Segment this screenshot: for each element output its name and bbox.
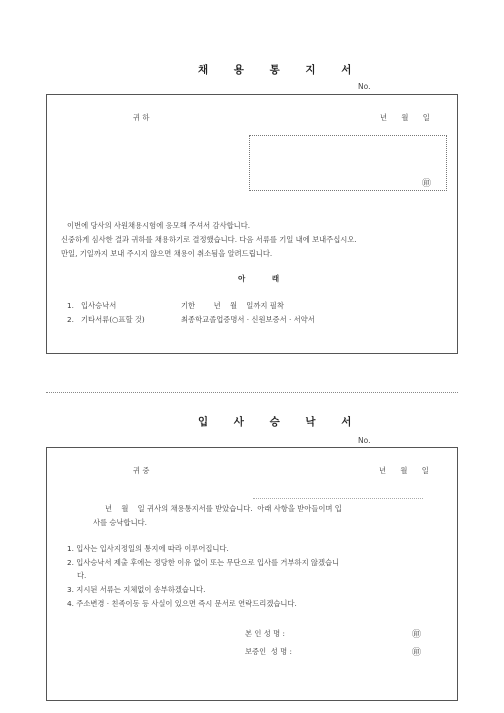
notice-item-1-name: 입사승낙서 <box>81 301 117 310</box>
notice-signature-area <box>249 135 447 191</box>
acceptance-signature-line <box>253 498 423 499</box>
notice-seal: ㊞ <box>422 179 432 189</box>
notice-date: 년 월 일 <box>380 113 430 122</box>
acceptance-item-4: 4. 주소변경 · 친족이동 등 사실이 있으면 즉시 문서로 연락드리겠습니다. <box>67 599 297 608</box>
notice-title: 채 용 통 지 서 <box>198 64 363 76</box>
cut-line <box>46 392 458 393</box>
acceptance-item-1: 1. 입사는 입사지정일의 통지에 따라 이루어집니다. <box>67 544 229 553</box>
signer-self-seal: ㊞ <box>412 630 422 640</box>
acceptance-box <box>46 447 458 701</box>
notice-item-2-num: 2. <box>67 315 74 324</box>
notice-body-line-3: 만일, 기일까지 보내 주시지 않으면 채용이 취소됨을 알려드립니다. <box>61 249 273 258</box>
notice-box <box>46 94 458 354</box>
notice-item-1-detail: 기한 년 월 일까지 필착 <box>181 301 284 310</box>
acceptance-number-label: No. <box>358 436 371 445</box>
signer-self-label: 본 인 성 명 : <box>245 629 285 638</box>
acceptance-recipient: 귀 중 <box>133 466 150 475</box>
notice-heading: 아 래 <box>238 274 292 283</box>
acceptance-body-line-1: 년 월 일 귀사의 채용통지서를 받았습니다. 아래 사항을 받아들이며 입 <box>105 504 342 513</box>
notice-body-line-1: 이번에 당사의 사원채용시험에 응모해 주셔서 감사합니다. <box>67 221 251 230</box>
signer-guarantor-label: 보증인 성 명 : <box>245 647 292 656</box>
notice-item-2-name: 기타서류(○표할 것) <box>81 315 145 324</box>
acceptance-title: 입 사 승 낙 서 <box>198 416 363 428</box>
notice-number-label: No. <box>358 82 371 91</box>
acceptance-item-2: 2. 입사승낙서 제출 후에는 정당한 이유 없이 또는 무단으로 입사를 거부하지 않겠습니 <box>67 558 340 567</box>
notice-item-2-detail: 최종학교졸업증명서 · 신원보증서 · 서약서 <box>181 315 315 324</box>
acceptance-body-line-2: 사를 승낙합니다. <box>93 518 147 527</box>
notice-recipient: 귀 하 <box>133 113 150 122</box>
signer-guarantor-seal: ㊞ <box>412 648 422 658</box>
notice-body-line-2: 신중하게 심사한 결과 귀하를 채용하기로 결정했습니다. 다음 서류를 기일 내에 보내주십시오. <box>61 235 357 244</box>
acceptance-item-2-cont: 다. <box>77 571 87 580</box>
notice-item-1-num: 1. <box>67 301 74 310</box>
acceptance-date: 년 월 일 <box>379 466 429 475</box>
acceptance-item-3: 3. 지시된 서류는 지체없이 송부하겠습니다. <box>67 585 206 594</box>
